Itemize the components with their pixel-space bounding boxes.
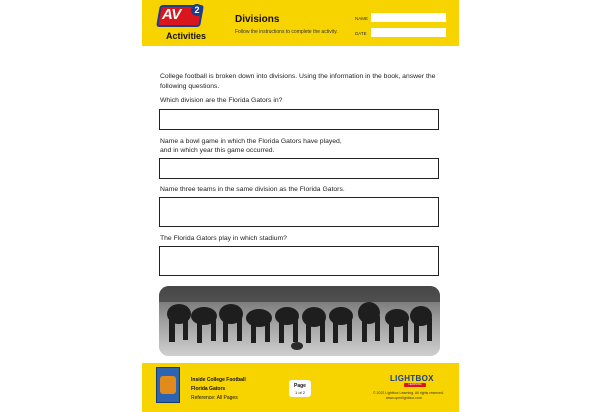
question-3: Name three teams in the same division as the Florida Gators. — [160, 186, 345, 193]
answer-box-1[interactable] — [159, 109, 439, 130]
answer-box-4[interactable] — [159, 246, 439, 276]
intro-paragraph: College football is broken down into divisions. Using the information in the book, answer the following questions. — [160, 73, 436, 90]
question-2-line-1: Name a bowl game in which the Florida Gators have played, — [160, 138, 342, 145]
activities-label: Activities — [166, 31, 207, 41]
question-1: Which division are the Florida Gators in? — [160, 97, 283, 104]
reference-text: Reference: All Pages — [191, 395, 238, 401]
question-2-line-2: and in which year this game occurred. — [160, 147, 275, 154]
answer-box-2[interactable] — [159, 158, 439, 179]
question-4: The Florida Gators play in which stadium? — [160, 235, 287, 242]
copyright-text: © 2022 Lightbox Learning. All rights reserved. — [373, 391, 444, 395]
football-photo — [159, 286, 440, 356]
logo-subtext: BY WEIGL — [168, 24, 183, 28]
av2-logo — [158, 5, 202, 31]
page-indicator — [289, 380, 311, 397]
page-title: Divisions — [235, 14, 280, 25]
name-field[interactable] — [371, 13, 446, 22]
date-label: DATE — [355, 31, 367, 36]
date-field[interactable] — [371, 28, 446, 37]
book-subtitle: Florida Gators — [191, 386, 226, 392]
header-band — [142, 0, 459, 46]
worksheet-page — [142, 0, 459, 412]
lightbox-logo: LIGHTBOX — [390, 374, 434, 383]
book-title: Inside College Football — [191, 377, 246, 383]
book-cover-thumbnail — [156, 367, 180, 403]
logo-superscript: 2 — [191, 4, 203, 16]
football-photo-image — [159, 286, 440, 356]
lightbox-tag: LEARNING — [404, 383, 426, 387]
page-number: 1 of 2 — [294, 390, 305, 395]
name-label: NAME — [355, 16, 369, 21]
instructions-text: Follow the instructions to complete the activity. — [235, 29, 338, 35]
answer-box-3[interactable] — [159, 197, 439, 227]
footer-band — [142, 363, 459, 412]
page-word: Page — [294, 383, 306, 389]
publisher-url: www.openlightbox.com — [386, 396, 422, 400]
logo-text: AV — [162, 6, 181, 23]
book-cover-art — [160, 376, 176, 394]
